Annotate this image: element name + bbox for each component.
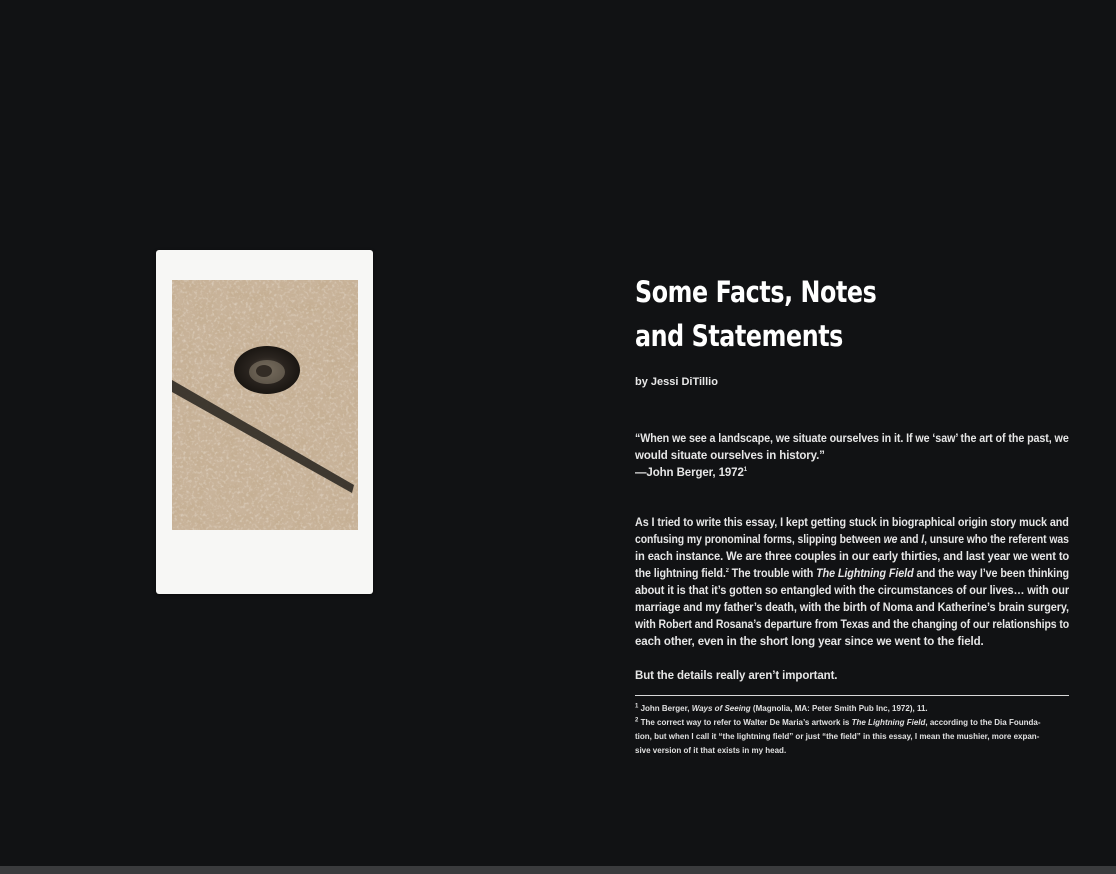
epigraph-quote bbox=[635, 431, 1069, 482]
body-line: confusing my pronominal forms, slipping between we and I, unsure who the referent was bbox=[635, 534, 1069, 546]
body-line: in each instance. We are three couples in our early thirties, and last year we went to bbox=[635, 551, 1070, 563]
epigraph-line-2: would situate ourselves in history.” bbox=[635, 450, 825, 462]
footnote-1: $^1$ John Berger, Ways of Seeing (Magnolia, MA: Peter Smith Pub Inc, 1972), 11. bbox=[635, 703, 928, 713]
ground-photo-image bbox=[172, 280, 358, 530]
article-text-column bbox=[635, 270, 1070, 755]
body-paragraph bbox=[635, 515, 1069, 651]
author-byline: by Jessi DiTillio bbox=[635, 376, 718, 388]
ground-photo bbox=[172, 280, 358, 530]
footnote-2: $^2$ The correct way to refer to Walter De Maria’s artwork is The Lightning Field, according to the Dia Founda- bbox=[635, 717, 1041, 727]
body-line: with Robert and Rosana’s departure from Texas and the changing of our relationships to bbox=[635, 619, 1070, 631]
article-title bbox=[635, 270, 897, 358]
body-line: marriage and my father’s death, with the birth of Noma and Katherine’s brain surgery, bbox=[635, 602, 1069, 614]
body-line: As I tried to write this essay, I kept getting stuck in biographical origin story muck and bbox=[635, 517, 1069, 529]
footnote-ref-2[interactable]: 2 bbox=[725, 568, 729, 575]
title-line-2: and Statements bbox=[635, 319, 843, 353]
closing-sentence: But the details really aren’t important. bbox=[635, 670, 838, 682]
footnote-divider bbox=[635, 695, 1069, 696]
title-line-1: Some Facts, Notes bbox=[635, 275, 877, 309]
viewer-bottom-bar bbox=[0, 866, 1116, 874]
body-line: the lightning field.$^2$ The trouble with The Lightning Field and the way I’ve been thinking bbox=[635, 568, 1070, 580]
footnote-2-end: sive version of it that exists in my head. bbox=[635, 746, 787, 755]
footnote-ref-1[interactable]: 1 bbox=[743, 467, 748, 474]
body-line: about it is that it’s gotten so entangled with the circumstances of our lives… with our bbox=[635, 585, 1070, 597]
footnote-2-continued: tion, but when I call it “the lightning field” or just “the field” in this essay, I mean the mushier, more expan- bbox=[635, 732, 1040, 741]
epigraph-attribution: —John Berger, 1972$^1$ bbox=[635, 467, 748, 479]
polaroid-photo-frame bbox=[156, 250, 373, 594]
epigraph-line-1: “When we see a landscape, we situate ourselves in it. If we ‘saw’ the art of the past, we bbox=[635, 433, 1069, 445]
body-line: each other, even in the short long year since we went to the field. bbox=[635, 636, 984, 648]
footnotes bbox=[635, 702, 1069, 758]
